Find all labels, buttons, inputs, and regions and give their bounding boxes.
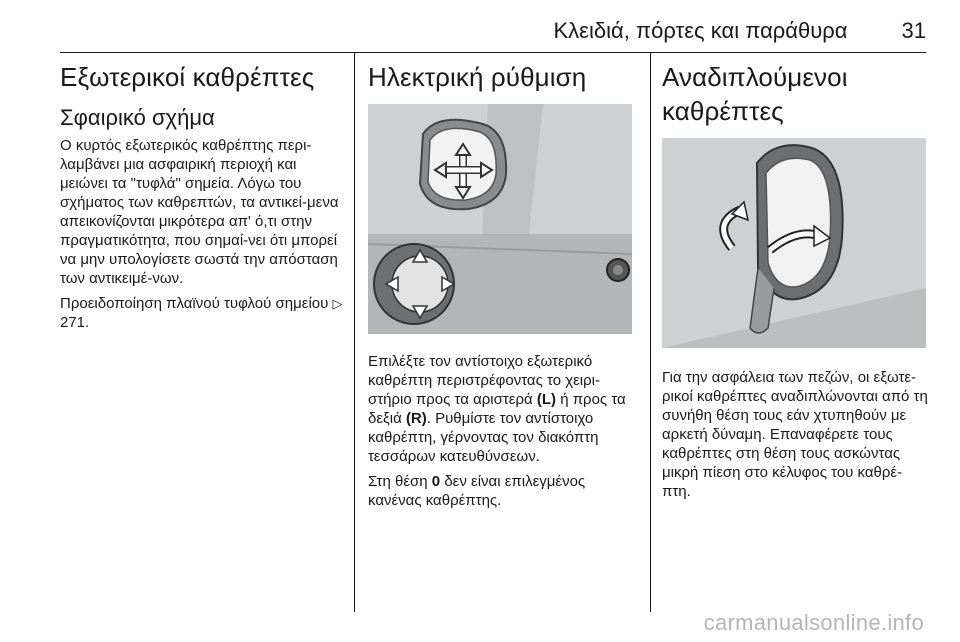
section-title: Ηλεκτρική ρύθμιση <box>368 62 587 92</box>
text-run: . Ρυθμίστε τον αντίστοιχο καθρέπτη, γέρνοντας τον διακόπτη τεσσάρων κατευθύνσεων. <box>368 410 599 465</box>
label-l: (L) <box>536 391 557 408</box>
triangle-right-icon: ▷ <box>332 296 343 311</box>
folding-mirror-icon <box>662 138 926 348</box>
mirror-switch-icon <box>368 104 632 334</box>
text-run: ή προς τα δεξιά <box>368 391 626 427</box>
label-r: (R) <box>405 410 427 427</box>
column-middle <box>368 60 634 516</box>
reference-page[interactable]: 271. <box>60 314 90 331</box>
section-title: Αναδιπλούμενοι καθρέπτες <box>662 62 848 126</box>
text-run: Στη θέση <box>368 473 428 490</box>
column-divider-2 <box>650 52 651 612</box>
paragraph: Για την ασφάλεια των πεζών, οι εξωτε-ρικοί καθρέπτες αναδιπλώνονται από τη συνήθη θέση τους εάν χτυπηθούν με αρκετή δύναμη. Επαναφέρετε τους καθρέπτες στη θέση τους ασκώντας μικρή πίεση στο κέλυφος του καθρέ-πτη. <box>662 369 928 500</box>
reference-text: Προειδοποίηση πλαϊνού τυφλού σημείου <box>60 295 329 312</box>
column-right <box>662 60 928 507</box>
label-zero: 0 <box>431 473 441 490</box>
page-header <box>60 18 926 44</box>
text-run: δεν είναι επιλεγμένος κανένας καθρέπτης. <box>368 473 586 509</box>
header-rule <box>60 52 926 53</box>
column-left <box>60 60 346 338</box>
page-number: 31 <box>901 18 926 43</box>
mirror-adjust-illustration <box>368 104 632 334</box>
header-title: Κλειδιά, πόρτες και παράθυρα <box>553 18 848 43</box>
watermark: carmanualsonline.info <box>703 610 924 635</box>
section-title: Εξωτερικοί καθρέπτες <box>60 62 315 92</box>
paragraph-reference <box>60 294 346 332</box>
subsection-title: Σφαιρικό σχήμα <box>60 105 215 130</box>
text-run: Επιλέξτε τον αντίστοιχο εξωτερικό καθρέπτη περιστρέφοντας το χειρι-στήριο προς τα αριστερά <box>368 353 600 408</box>
paragraph <box>368 472 634 510</box>
column-divider-1 <box>354 52 355 612</box>
paragraph <box>368 352 634 466</box>
paragraph: Ο κυρτός εξωτερικός καθρέπτης περι-λαμβάνει μια ασφαιρική περιοχή και μειώνει τα "τυφλά" σημεία. Λόγω του σχήματος των καθρεπτών, τα αντικεί-μενα απεικονίζονται μικρότερα απ' ό,τι στην πραγματικότητα, που σημαί-νει ότι μπορεί να μην υπολογίσετε σωστά την απόσταση των αντικειμέ-νων. <box>60 137 339 287</box>
folding-mirror-illustration <box>662 138 926 348</box>
